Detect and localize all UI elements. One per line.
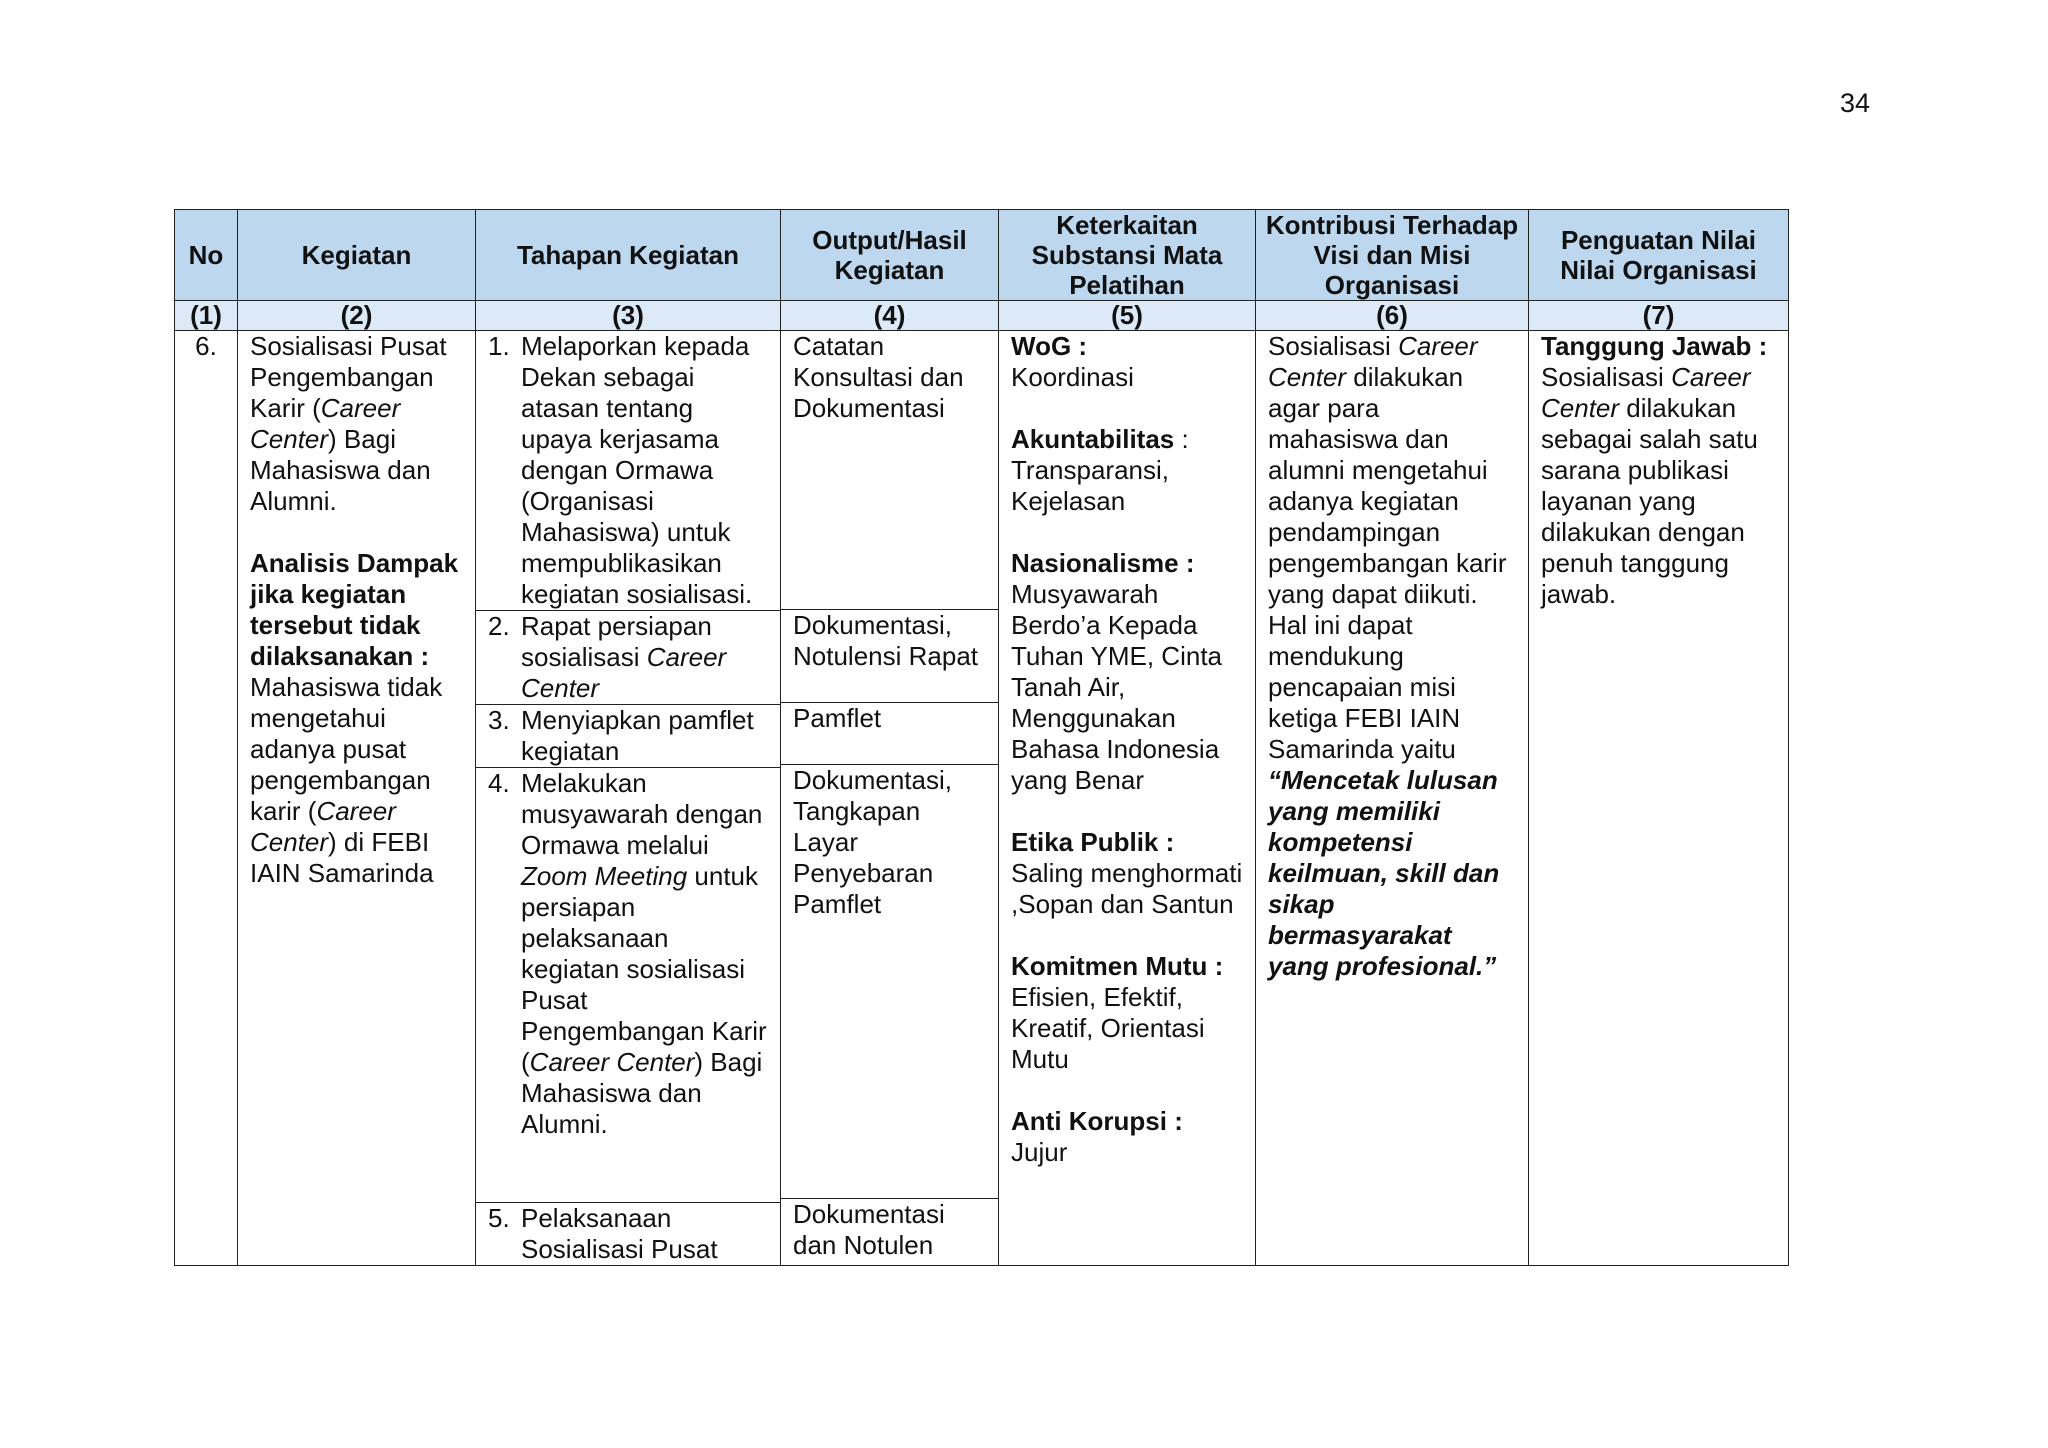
keterkaitan-cell xyxy=(999,331,1256,1266)
header-row xyxy=(175,210,1789,301)
wog-label: WoG : xyxy=(1011,331,1088,361)
analisis-label: Analisis Dampak jika kegiatan tersebut tidak dilaksanakan : xyxy=(250,548,459,671)
analisis-text: Mahasiswa tidak mengetahui adanya pusat pengembangan karir (Career Center) di FEBI IAIN Samarinda xyxy=(250,672,443,888)
step-item: 1. Melaporkan kepada Dekan sebagai atasan tentang upaya kerjasama dengan Ormawa (Organisasi Mahasiswa) untuk mempublikasikan kegiatan sosialisasi. xyxy=(476,331,780,611)
tahapan-cell xyxy=(476,331,781,1266)
akuntabilitas-text: Transparansi, Kejelasan xyxy=(1011,455,1169,516)
header-no: No xyxy=(175,210,238,301)
wog-text: Koordinasi xyxy=(1011,362,1134,392)
akuntabilitas-label: Akuntabilitas : xyxy=(1011,424,1189,454)
kegiatan-title: Sosialisasi Pusat Pengembangan Karir (Career Center) Bagi Mahasiswa dan Alumni. xyxy=(250,331,447,516)
nasionalisme-text: Musyawarah Berdo’a Kepada Tuhan YME, Cinta Tanah Air, Menggunakan Bahasa Indonesia yang Benar xyxy=(1011,579,1222,795)
colnum-7: (7) xyxy=(1529,301,1789,331)
nasionalisme-label: Nasionalisme : xyxy=(1011,548,1195,578)
colnum-5: (5) xyxy=(999,301,1256,331)
table-row xyxy=(175,331,1789,1266)
etika-text: Saling menghormati ,Sopan dan Santun xyxy=(1011,858,1243,919)
header-kontribusi: Kontribusi Terhadap Visi dan Misi Organisasi xyxy=(1256,210,1529,301)
column-number-row xyxy=(175,301,1789,331)
header-penguatan: Penguatan Nilai Nilai Organisasi xyxy=(1529,210,1789,301)
penguatan-text: Sosialisasi Career Center dilakukan sebagai salah satu sarana publikasi layanan yang dilakukan dengan penuh tanggung jawab. xyxy=(1541,362,1758,609)
page-number: 34 xyxy=(1839,88,1870,118)
step-item: 3. Menyiapkan pamflet kegiatan xyxy=(476,705,780,768)
output-item: Dokumentasi, Notulensi Rapat xyxy=(781,610,998,703)
komitmen-mutu-text: Efisien, Efektif, Kreatif, Orientasi Mutu xyxy=(1011,982,1205,1074)
step-item: 4. Melakukan musyawarah dengan Ormawa melalui Zoom Meeting untuk persiapan pelaksanaan kegiatan sosialisasi Pusat Pengembangan Karir (Career Center) Bagi Mahasiswa dan Alumni. xyxy=(476,768,780,1203)
header-keterkaitan: Keterkaitan Substansi Mata Pelatihan xyxy=(999,210,1256,301)
output-item: Catatan Konsultasi dan Dokumentasi xyxy=(781,331,998,610)
anti-korupsi-text: Jujur xyxy=(1011,1137,1068,1167)
kegiatan-cell xyxy=(238,331,476,1266)
etika-label: Etika Publik : xyxy=(1011,827,1175,857)
komitmen-mutu-label: Komitmen Mutu : xyxy=(1011,951,1224,981)
header-kegiatan: Kegiatan xyxy=(238,210,476,301)
output-item: Dokumentasi, Tangkapan Layar Penyebaran Pamflet xyxy=(781,765,998,1199)
step-item: 2. Rapat persiapan sosialisasi Career Center xyxy=(476,611,780,705)
activity-table xyxy=(174,209,1789,1266)
colnum-1: (1) xyxy=(175,301,238,331)
penguatan-cell xyxy=(1529,331,1789,1266)
kontribusi-text: Sosialisasi Career Center dilakukan agar para mahasiswa dan alumni mengetahui adanya kegiatan pendampingan pengembangan karir yang dapat diikuti. Hal ini dapat mendukung pencapaian misi ketiga FEBI IAIN Samarinda yaitu “Mencetak lulusan yang memiliki kompetensi keilmuan, skill dan sikap bermasyarakat yang profesional.” xyxy=(1268,331,1507,981)
output-item: Pamflet xyxy=(781,703,998,765)
header-tahapan: Tahapan Kegiatan xyxy=(476,210,781,301)
tanggung-jawab-label: Tanggung Jawab : xyxy=(1541,331,1768,361)
anti-korupsi-label: Anti Korupsi : xyxy=(1011,1106,1183,1136)
output-cell xyxy=(781,331,999,1266)
output-item: Dokumentasi dan Notulen xyxy=(793,1199,945,1260)
header-output: Output/Hasil Kegiatan xyxy=(781,210,999,301)
step-item: 5. Pelaksanaan Sosialisasi Pusat xyxy=(488,1203,718,1264)
colnum-6: (6) xyxy=(1256,301,1529,331)
colnum-2: (2) xyxy=(238,301,476,331)
row-number: 6. xyxy=(175,331,238,1266)
kontribusi-cell xyxy=(1256,331,1529,1266)
colnum-4: (4) xyxy=(781,301,999,331)
colnum-3: (3) xyxy=(476,301,781,331)
